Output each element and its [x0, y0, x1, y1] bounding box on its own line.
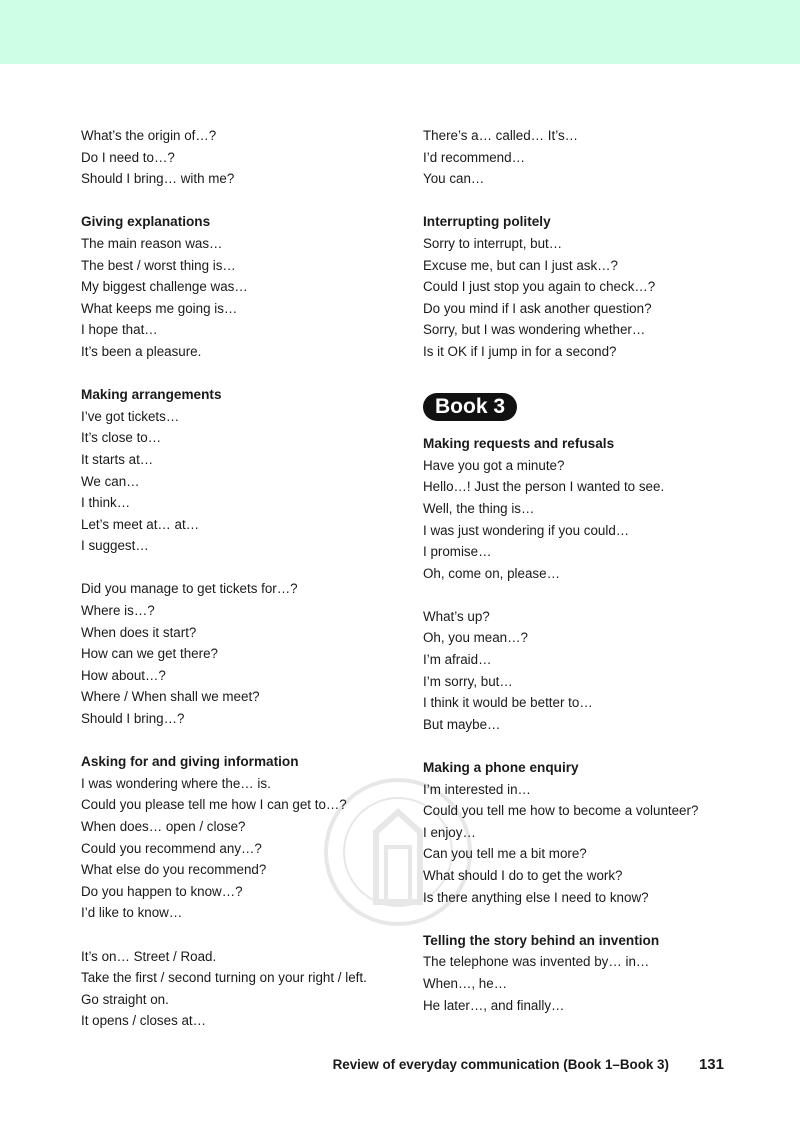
page-footer	[333, 1056, 724, 1073]
phrase: I’ve got tickets…	[81, 408, 180, 424]
phrase: Is it OK if I jump in for a second?	[423, 343, 617, 359]
phrase: What should I do to get the work?	[423, 868, 623, 883]
book-3-badge: Book 3	[423, 393, 517, 421]
phrase: It’s on… Street / Road.	[81, 948, 217, 964]
phrase: It’s been a pleasure.	[81, 343, 202, 359]
phrase: Take the first / second turning on your right / left.	[81, 970, 367, 986]
phrase: Hello…! Just the person I wanted to see.	[423, 479, 665, 495]
phrase: Should I bring… with me?	[81, 171, 235, 187]
phrase: I think…	[81, 495, 131, 511]
phrase: What’s the origin of…?	[81, 128, 217, 143]
phrase: Sorry, but I was wondering whether…	[423, 322, 646, 338]
phrase: I suggest…	[81, 538, 149, 554]
footer-title: Review of everyday communication (Book 1–Book 3)	[332, 1057, 669, 1072]
phrase: Excuse me, but can I just ask…?	[423, 257, 618, 273]
phrase: Could you recommend any…?	[81, 840, 262, 856]
phrase: Could you tell me how to become a volunteer?	[423, 803, 699, 819]
section-heading-interrupting-politely: Interrupting politely	[423, 214, 551, 230]
phrase: You can…	[423, 171, 485, 187]
section-heading-asking-giving-information: Asking for and giving information	[81, 754, 299, 770]
page-number: 131	[698, 1056, 724, 1073]
phrase: When…, he…	[423, 975, 508, 991]
section-heading-phone-enquiry: Making a phone enquiry	[423, 760, 579, 776]
phrase: I was wondering where the… is.	[81, 775, 271, 791]
phrase: I’m sorry, but…	[423, 673, 513, 689]
phrase: There’s a… called… It’s…	[423, 128, 579, 143]
phrase: I promise…	[423, 544, 492, 560]
phrase: We can…	[81, 473, 140, 489]
phrase: I hope that…	[81, 322, 158, 338]
phrase: Sorry to interrupt, but…	[423, 235, 563, 251]
phrase: Can you tell me a bit more?	[423, 846, 587, 862]
phrase: Could you please tell me how I can get to…?	[81, 797, 347, 813]
phrase: How about…?	[81, 667, 166, 683]
phrase: What’s up?	[423, 608, 490, 624]
phrase: It’s close to…	[81, 430, 162, 446]
phrase: The best / worst thing is…	[81, 257, 236, 273]
right-column	[423, 125, 763, 1016]
phrase: The main reason was…	[81, 235, 223, 251]
phrase: Do you mind if I ask another question?	[423, 300, 652, 316]
phrase: Oh, come on, please…	[423, 565, 560, 581]
phrase: It opens / closes at…	[81, 1013, 207, 1029]
phrase: Let’s meet at… at…	[81, 516, 200, 532]
phrase: I was just wondering if you could…	[423, 522, 630, 538]
phrase: I think it would be better to…	[423, 695, 593, 711]
phrase: Is there anything else I need to know?	[423, 889, 649, 905]
section-heading-giving-explanations: Giving explanations	[81, 214, 211, 230]
section-heading-making-arrangements: Making arrangements	[81, 387, 222, 403]
phrase: My biggest challenge was…	[81, 279, 248, 295]
phrase: Where is…?	[81, 603, 155, 619]
phrase: Well, the thing is…	[423, 500, 535, 516]
phrase: When does it start?	[81, 624, 197, 640]
phrase: When does… open / close?	[81, 819, 246, 834]
phrase: Did you manage to get tickets for…?	[81, 581, 298, 597]
left-column	[81, 125, 411, 1032]
phrase: But maybe…	[423, 716, 501, 732]
phrase: I’d recommend…	[423, 149, 525, 165]
phrase: Do you happen to know…?	[81, 883, 243, 899]
phrase: Should I bring…?	[81, 711, 185, 727]
phrase: Go straight on.	[81, 991, 169, 1007]
phrase: I’m interested in…	[423, 781, 531, 797]
phrase: I’m afraid…	[423, 652, 492, 668]
phrase: What else do you recommend?	[81, 862, 267, 878]
phrase: Could I just stop you again to check…?	[423, 279, 656, 295]
section-heading-requests-refusals: Making requests and refusals	[423, 436, 615, 452]
phrase: Oh, you mean…?	[423, 630, 528, 646]
phrase: How can we get there?	[81, 646, 218, 662]
phrase: Do I need to…?	[81, 149, 175, 165]
top-color-band	[0, 0, 800, 64]
phrase: It starts at…	[81, 451, 154, 467]
phrase: The telephone was invented by… in…	[423, 954, 650, 970]
phrase: I enjoy…	[423, 824, 476, 840]
phrase: He later…, and finally…	[423, 997, 565, 1013]
phrase: What keeps me going is…	[81, 300, 238, 316]
phrase: Where / When shall we meet?	[81, 689, 260, 705]
section-heading-invention-story: Telling the story behind an invention	[423, 932, 660, 948]
phrase: Have you got a minute?	[423, 457, 565, 473]
phrase: I’d like to know…	[81, 905, 183, 921]
